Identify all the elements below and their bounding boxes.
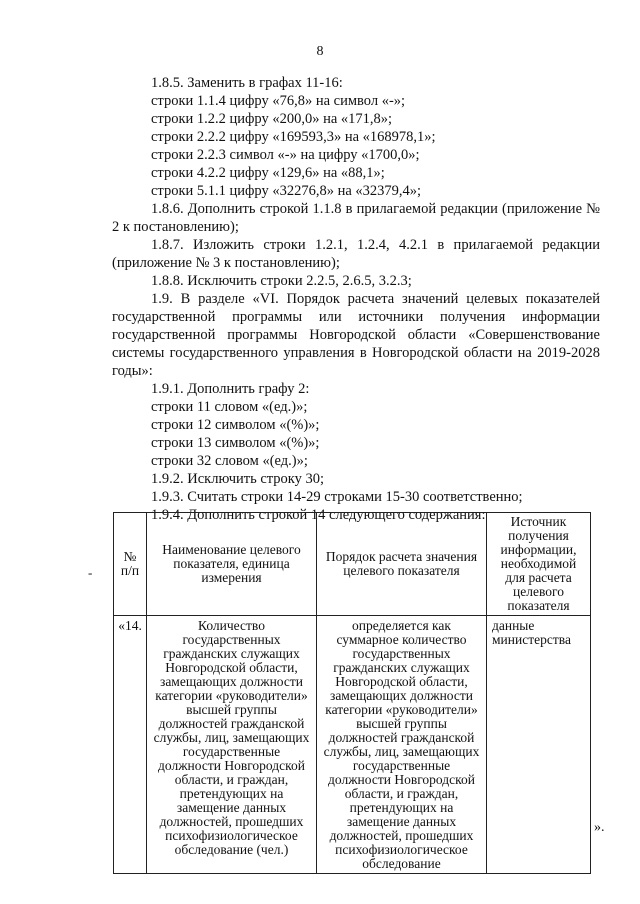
replace-line-2: строки 1.2.2 цифру «200,0» на «171,8»; — [151, 111, 393, 127]
cell-number: «14. — [114, 616, 147, 874]
document-body — [112, 74, 600, 524]
cell-calculation-method: определяется как суммарное количество государственных гражданских служащих Новгородской области, замещающих должности категории «руководители» высшей группы должностей гражданской службы, лиц, замещающих государственные должности Новгородской области, и граждан, претендующих на замещение данных должностей, прошедших психофизиологическое обследование — [317, 616, 487, 874]
margin-mark: - — [88, 565, 93, 580]
cell-info-source: данные министерства — [487, 616, 591, 874]
header-calculation-method: Порядок расчета значения целевого показателя — [317, 513, 487, 616]
header-indicator-name: Наименование целевого показателя, единица измерения — [147, 513, 317, 616]
paragraph-1-8-8: 1.8.8. Исключить строки 2.2.5, 2.6.5, 3.2.3; — [151, 273, 412, 289]
indicator-table — [113, 512, 591, 874]
add-line-3: строки 13 символом «(%)»; — [151, 435, 320, 451]
indicator-table-wrap — [113, 512, 590, 874]
header-info-source: Источник получения информации, необходимой для расчета целевого показателя — [487, 513, 591, 616]
table-header-row — [114, 513, 591, 616]
replace-line-3: строки 2.2.2 цифру «169593,3» на «168978,1»; — [151, 129, 436, 145]
add-line-1: строки 11 словом «(ед.)»; — [151, 399, 308, 415]
replace-line-5: строки 4.2.2 цифру «129,6» на «88,1»; — [151, 165, 385, 181]
replace-line-6: строки 5.1.1 цифру «32276,8» на «32379,4»; — [151, 183, 422, 199]
replace-line-1: строки 1.1.4 цифру «76,8» на символ «-»; — [151, 93, 406, 109]
paragraph-1-8-5: 1.8.5. Заменить в графах 11-16: — [151, 75, 343, 91]
replace-line-4: строки 2.2.3 символ «-» на цифру «1700,0»; — [151, 147, 420, 163]
paragraph-1-9-4: 1.9.4. Дополнить строкой 14 следующего содержания: — [151, 507, 486, 523]
add-line-2: строки 12 символом «(%)»; — [151, 417, 320, 433]
table-row — [114, 616, 591, 874]
header-number: № п/п — [114, 513, 147, 616]
paragraph-1-9: 1.9. В разделе «VI. Порядок расчета значений целевых показателей государственной программы или источники получения информации государственной программы Новгородской области «Совершенствование системы государственного управления в Новгородской области на 2019-2028 годы»: — [112, 291, 600, 379]
paragraph-1-9-1: 1.9.1. Дополнить графу 2: — [151, 381, 310, 397]
paragraph-1-8-7: 1.8.7. Изложить строки 1.2.1, 1.2.4, 4.2.1 в прилагаемой редакции (приложение № 3 к постановлению); — [112, 237, 600, 271]
closing-quote: ». — [594, 820, 605, 835]
add-line-4: строки 32 словом «(ед.)»; — [151, 453, 308, 469]
page-number: 8 — [316, 44, 324, 59]
cell-indicator-name: Количество государственных гражданских служащих Новгородской области, замещающих должности категории «руководители» высшей группы должностей гражданской службы, лиц, замещающих государственные должности Новгородской области, и граждан, претендующих на замещение данных должностей, прошедших психофизиологическое обследование (чел.) — [147, 616, 317, 874]
paragraph-1-9-3: 1.9.3. Считать строки 14-29 строками 15-30 соответственно; — [151, 489, 523, 505]
paragraph-1-8-6: 1.8.6. Дополнить строкой 1.1.8 в прилагаемой редакции (приложение № 2 к постановлению); — [112, 201, 600, 235]
paragraph-1-9-2: 1.9.2. Исключить строку 30; — [151, 471, 325, 487]
